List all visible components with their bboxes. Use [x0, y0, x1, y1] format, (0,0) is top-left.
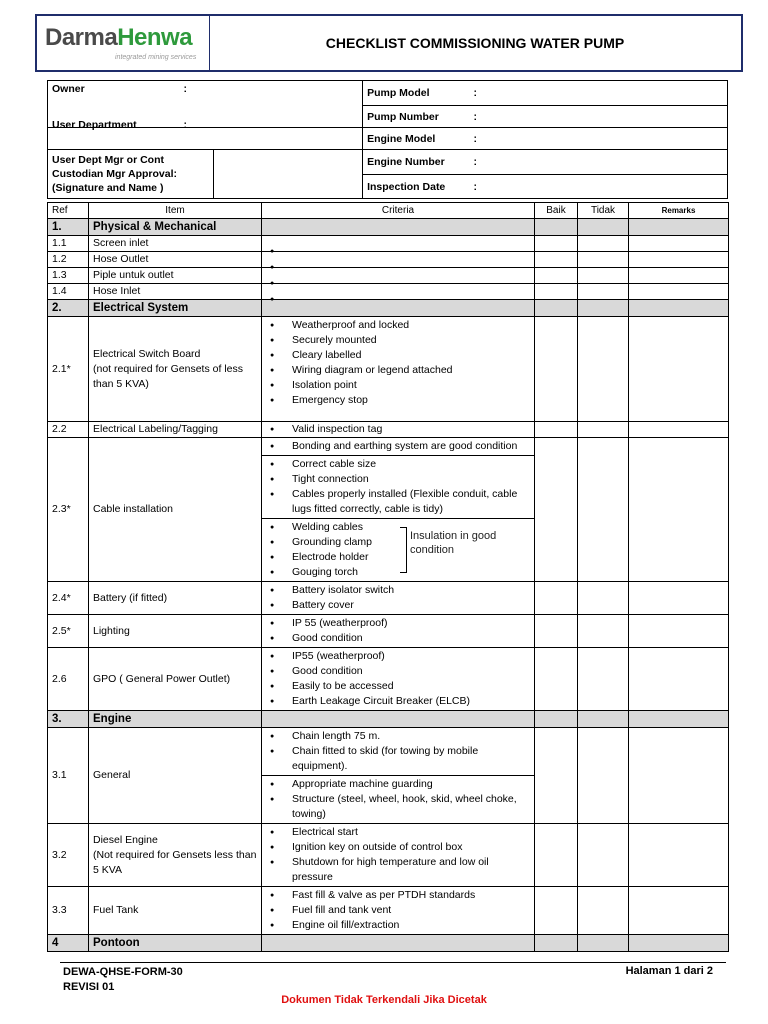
not-good-check[interactable]: [578, 887, 629, 935]
table-row: ● Correct cable size ● Tight connection ● Cables properly installed (Flexible conduit, cable lugs fitted correctly, cable is tidy): [48, 456, 729, 519]
remarks-cell[interactable]: [629, 284, 729, 300]
section-row: 4 Pontoon: [48, 935, 729, 952]
good-check[interactable]: [535, 284, 578, 300]
table-row: 2.1* Electrical Switch Board (not required for Gensets of less than 5 KVA) ● Weatherproof and locked ● Securely mounted ● Cleary labelled ● Wiring diagram or legend attached ● Isolation point ● Emergency stop: [48, 317, 729, 422]
page-number: Halaman 1 dari 2: [625, 965, 713, 977]
table-row: ● Welding cables ● Grounding clamp ● Electrode holder ● Gouging torch Insulation in good condition: [48, 519, 729, 582]
table-row: 1.2 Hose Outlet: [48, 252, 729, 268]
not-good-check[interactable]: [578, 648, 629, 711]
good-check[interactable]: [535, 252, 578, 268]
col-item: Item: [89, 203, 262, 219]
revision: REVISI 01: [63, 981, 115, 993]
remarks-cell[interactable]: [629, 887, 729, 935]
remarks-cell[interactable]: [629, 236, 729, 252]
remarks-cell[interactable]: [629, 438, 729, 582]
section-row: 2. Electrical System: [48, 300, 729, 317]
col-criteria: Criteria: [262, 203, 535, 219]
not-good-check[interactable]: [578, 615, 629, 648]
remarks-cell[interactable]: [629, 582, 729, 615]
remarks-cell[interactable]: [629, 252, 729, 268]
good-check[interactable]: [535, 648, 578, 711]
table-header-row: [48, 203, 729, 219]
table-row: 1.1 Screen inlet: [48, 236, 729, 252]
engine-number-field[interactable]: Engine Number :: [363, 150, 728, 175]
not-good-check[interactable]: [578, 284, 629, 300]
logo-cell: [37, 16, 210, 70]
table-row: 2.4* Battery (if fitted) ● Battery isolator switch ● Battery cover: [48, 582, 729, 615]
not-good-check[interactable]: [578, 728, 629, 824]
table-row: 2.5* Lighting ● IP 55 (weatherproof) ● Good condition: [48, 615, 729, 648]
col-not-good: Tidak: [578, 203, 629, 219]
inspection-date-field[interactable]: Inspection Date :: [363, 175, 728, 199]
pump-model-field[interactable]: Pump Model :: [363, 81, 728, 106]
remarks-cell[interactable]: [629, 824, 729, 887]
document-header: [35, 14, 743, 72]
good-check[interactable]: [535, 824, 578, 887]
remarks-cell[interactable]: [629, 422, 729, 438]
good-check[interactable]: [535, 728, 578, 824]
good-check[interactable]: [535, 422, 578, 438]
good-check[interactable]: [535, 887, 578, 935]
good-check[interactable]: [535, 236, 578, 252]
uncontrolled-notice: Dokumen Tidak Terkendali Jika Dicetak: [281, 994, 487, 1006]
remarks-cell[interactable]: [629, 317, 729, 422]
section-row: 1. Physical & Mechanical: [48, 219, 729, 236]
checklist-table: [47, 202, 729, 952]
table-row: 1.4 Hose Inlet: [48, 284, 729, 300]
not-good-check[interactable]: [578, 438, 629, 582]
table-row: 3.2 Diesel Engine (Not required for Gensets less than 5 KVA ● Electrical start ● Ignition key on outside of control box ● Shutdown for high temperature and low oil pressure: [48, 824, 729, 887]
table-row: ● Appropriate machine guarding ● Structure (steel, wheel, hook, skid, wheel choke, towing): [48, 776, 729, 824]
col-good: Baik: [535, 203, 578, 219]
col-ref: Ref: [48, 203, 89, 219]
table-row: 3.3 Fuel Tank ● Fast fill & valve as per PTDH standards ● Fuel fill and tank vent ● Engine oil fill/extraction: [48, 887, 729, 935]
info-table: [47, 80, 728, 199]
section-row: 3. Engine: [48, 711, 729, 728]
good-check[interactable]: [535, 268, 578, 284]
insulation-note: Insulation in good condition: [410, 530, 497, 556]
user-department-field[interactable]: User Department :: [48, 128, 363, 150]
col-remarks: Remarks: [629, 203, 729, 219]
table-row: 3.1 General ● Chain length 75 m. ● Chain fitted to skid (for towing by mobile equipment).: [48, 728, 729, 776]
good-check[interactable]: [535, 438, 578, 582]
good-check[interactable]: [535, 317, 578, 422]
not-good-check[interactable]: [578, 582, 629, 615]
table-row: 1.3 Piple untuk outlet: [48, 268, 729, 284]
table-row: 2.6 GPO ( General Power Outlet) ● IP55 (weatherproof) ● Good condition ● Easily to be accessed ● Earth Leakage Circuit Breaker (ELCB): [48, 648, 729, 711]
not-good-check[interactable]: [578, 824, 629, 887]
not-good-check[interactable]: [578, 268, 629, 284]
document-title: CHECKLIST COMMISSIONING WATER PUMP: [325, 35, 625, 51]
form-code: DEWA-QHSE-FORM-30: [63, 966, 183, 978]
not-good-check[interactable]: [578, 252, 629, 268]
bracket-line: [400, 527, 407, 573]
approval-label: User Dept Mgr or Cont Custodian Mgr Approval: (Signature and Name ): [48, 150, 214, 199]
pump-number-field[interactable]: Pump Number :: [363, 106, 728, 128]
engine-model-field[interactable]: Engine Model :: [363, 128, 728, 150]
good-check[interactable]: [535, 582, 578, 615]
table-row: 2.3* Cable installation ● Bonding and earthing system are good condition: [48, 438, 729, 456]
remarks-cell[interactable]: [629, 648, 729, 711]
remarks-cell[interactable]: [629, 615, 729, 648]
remarks-cell[interactable]: [629, 728, 729, 824]
not-good-check[interactable]: [578, 422, 629, 438]
remarks-cell[interactable]: [629, 268, 729, 284]
footer-form-info: [63, 965, 183, 995]
owner-field[interactable]: Owner :: [48, 81, 363, 128]
footer-divider: [60, 962, 726, 963]
logo-tagline: integrated mining services: [115, 54, 197, 61]
good-check[interactable]: [535, 615, 578, 648]
company-logo: DarmaHenwa: [45, 24, 193, 51]
approval-signature-field[interactable]: [213, 150, 362, 199]
not-good-check[interactable]: [578, 317, 629, 422]
not-good-check[interactable]: [578, 236, 629, 252]
table-row: 2.2 Electrical Labeling/Tagging ● Valid inspection tag: [48, 422, 729, 438]
